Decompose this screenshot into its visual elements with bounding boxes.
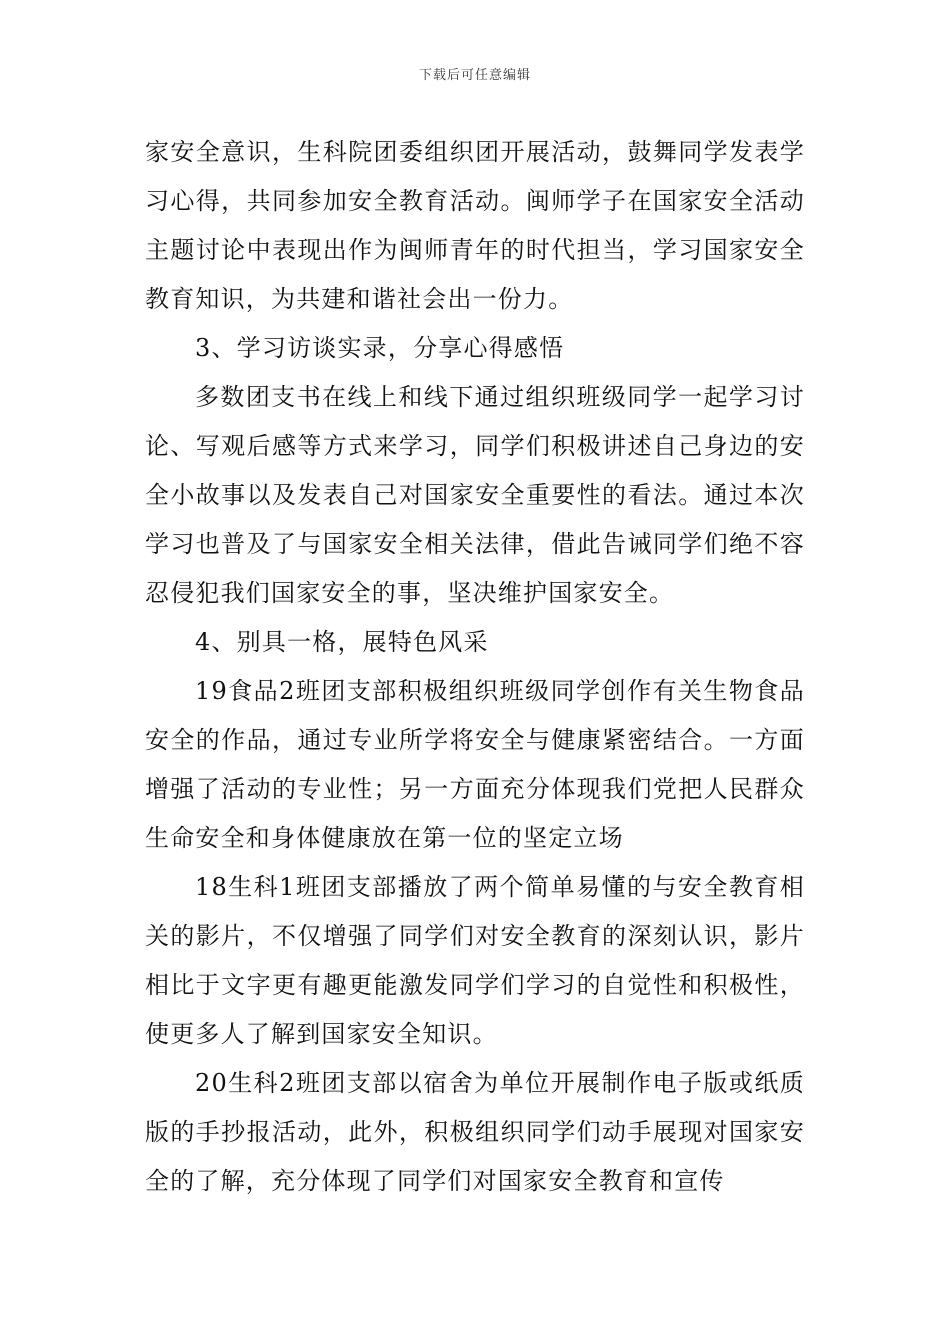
- section-heading-4: 4、别具一格，展特色风采: [195, 628, 489, 656]
- document-body: [145, 128, 805, 1206]
- page-header: 下载后可任意编辑: [418, 68, 531, 83]
- paragraph: 20生科2班团支部以宿舍为单位开展制作电子版或纸质版的手抄报活动，此外，积极组织同学们动手展现对国家安全的了解，充分体现了同学们对国家安全教育和宣传: [145, 1069, 805, 1195]
- section-heading-3: 3、学习访谈实录，分享心得感悟: [195, 334, 565, 362]
- paragraph: 多数团支书在线上和线下通过组织班级同学一起学习讨论、写观后感等方式来学习，同学们积极讲述自己身边的安全小故事以及发表自己对国家安全重要性的看法。通过本次学习也普及了与国家安全相关法律，借此告诫同学们绝不容忍侵犯我们国家安全的事，坚决维护国家安全。: [145, 383, 805, 607]
- paragraph: 19食品2班团支部积极组织班级同学创作有关生物食品安全的作品，通过专业所学将安全与健康紧密结合。一方面增强了活动的专业性；另一方面充分体现我们党把人民群众生命安全和身体健康放在第一位的坚定立场: [145, 677, 805, 852]
- paragraph: 18生科1班团支部播放了两个简单易懂的与安全教育相关的影片，不仅增强了同学们对安全教育的深刻认识，影片相比于文字更有趣更能激发同学们学习的自觉性和积极性，使更多人了解到国家安全知识。: [145, 873, 805, 1048]
- paragraph-continuation: 家安全意识，生科院团委组织团开展活动，鼓舞同学发表学习心得，共同参加安全教育活动。闽师学子在国家安全活动主题讨论中表现出作为闽师青年的时代担当，学习国家安全教育知识，为共建和谐社会出一份力。: [145, 138, 805, 313]
